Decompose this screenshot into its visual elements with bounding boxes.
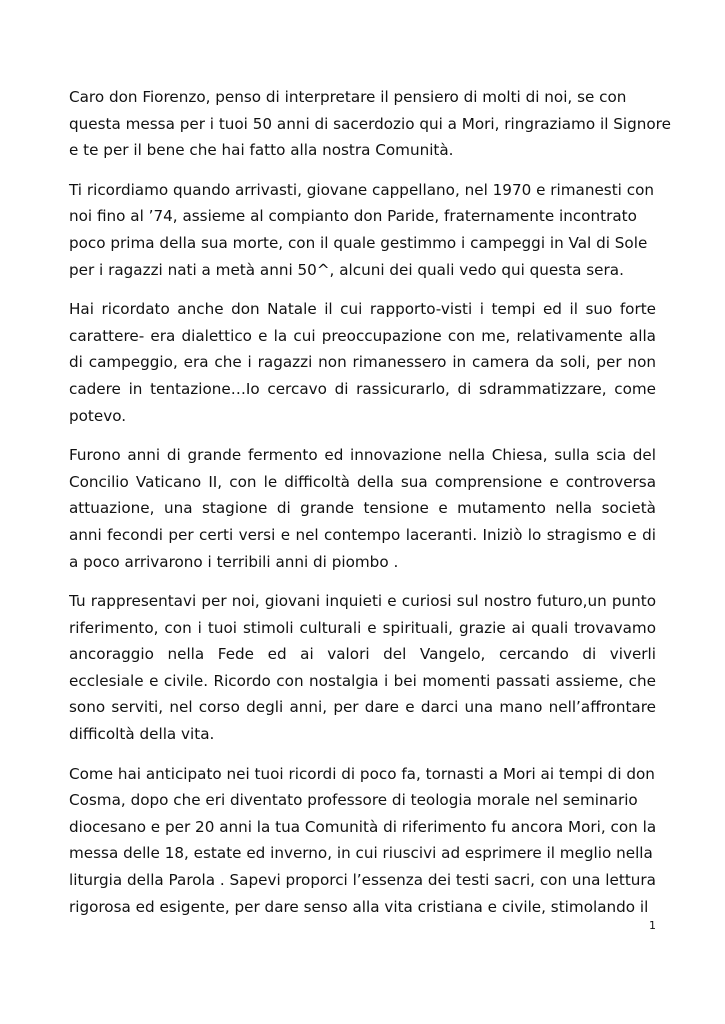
text-line: poco prima della sua morte, con il quale gestimmo i campeggi in Val di Sole (69, 233, 648, 252)
text-line: cadere in tentazione…Io cercavo di rassicurarlo, di sdrammatizzare, come (69, 379, 656, 398)
paragraph (69, 761, 656, 921)
text-line: ecclesiale e civile. Ricordo con nostalgia i bei momenti passati assieme, che (69, 671, 656, 690)
text-line: ancoraggio nella Fede ed ai valori del Vangelo, cercando di viverli (69, 645, 656, 664)
text-line: liturgia della Parola . Sapevi proporci l’essenza dei testi sacri, con una lettura (69, 871, 656, 890)
text-line: Tu rappresentavi per noi, giovani inquieti e curiosi sul nostro futuro,un punto (69, 592, 656, 611)
text-line: Caro don Fiorenzo, penso di interpretare il pensiero di molti di noi, se con (69, 88, 627, 106)
text-line: Cosma, dopo che eri diventato professore di teologia morale nel seminario (69, 791, 638, 810)
page-number: 1 (649, 919, 656, 932)
text-line: diocesano e per 20 anni la tua Comunità di riferimento fu ancora Mori, con la (69, 817, 657, 836)
text-line: messa delle 18, estate ed inverno, in cui riuscivi ad esprimere il meglio nella (69, 844, 653, 863)
text-line: rigorosa ed esigente, per dare senso alla vita cristiana e civile, stimolando il (69, 897, 649, 916)
paragraph (69, 296, 656, 429)
text-line: carattere- era dialettico e la cui preoccupazione con me, relativamente alla (69, 326, 656, 345)
text-line: a poco arrivarono i terribili anni di piombo . (69, 552, 399, 571)
paragraph (69, 84, 671, 164)
text-line: Come hai anticipato nei tuoi ricordi di poco fa, tornasti a Mori ai tempi di don (69, 764, 655, 783)
paragraph (69, 588, 656, 748)
text-line: noi fino al ’74, assieme al compianto don Paride, fraternamente incontrato (69, 207, 637, 226)
text-line: questa messa per i tuoi 50 anni di sacerdozio qui a Mori, ringraziamo il Signore (69, 114, 671, 133)
text-line: per i ragazzi nati a metà anni 50^, alcuni dei quali vedo qui questa sera. (69, 260, 624, 279)
text-line: e te per il bene che hai fatto alla nostra Comunità. (69, 141, 454, 160)
text-line: Concilio Vaticano II, con le difficoltà della sua comprensione e controversa (69, 472, 656, 491)
paragraph (69, 442, 656, 575)
text-line: Furono anni di grande fermento ed innovazione nella Chiesa, sulla scia del (69, 446, 656, 465)
text-line: anni fecondi per certi versi e nel contempo laceranti. Iniziò lo stragismo e di (69, 525, 656, 544)
text-line: Hai ricordato anche don Natale il cui rapporto-visti i tempi ed il suo forte (69, 300, 656, 319)
text-line: Ti ricordiamo quando arrivasti, giovane cappellano, nel 1970 e rimanesti con (69, 180, 654, 199)
text-line: difficoltà della vita. (69, 725, 215, 744)
text-line: riferimento, con i tuoi stimoli culturali e spirituali, grazie ai quali trovavamo (69, 618, 656, 637)
text-line: sono serviti, nel corso degli anni, per dare e darci una mano nell’affrontare (69, 698, 656, 717)
body-text (69, 84, 671, 933)
text-line: di campeggio, era che i ragazzi non rimanessero in camera da soli, per non (69, 353, 656, 372)
text-line: potevo. (69, 406, 127, 425)
paragraph (69, 177, 656, 283)
text-line: attuazione, una stagione di grande tensione e mutamento nella società (69, 499, 656, 518)
